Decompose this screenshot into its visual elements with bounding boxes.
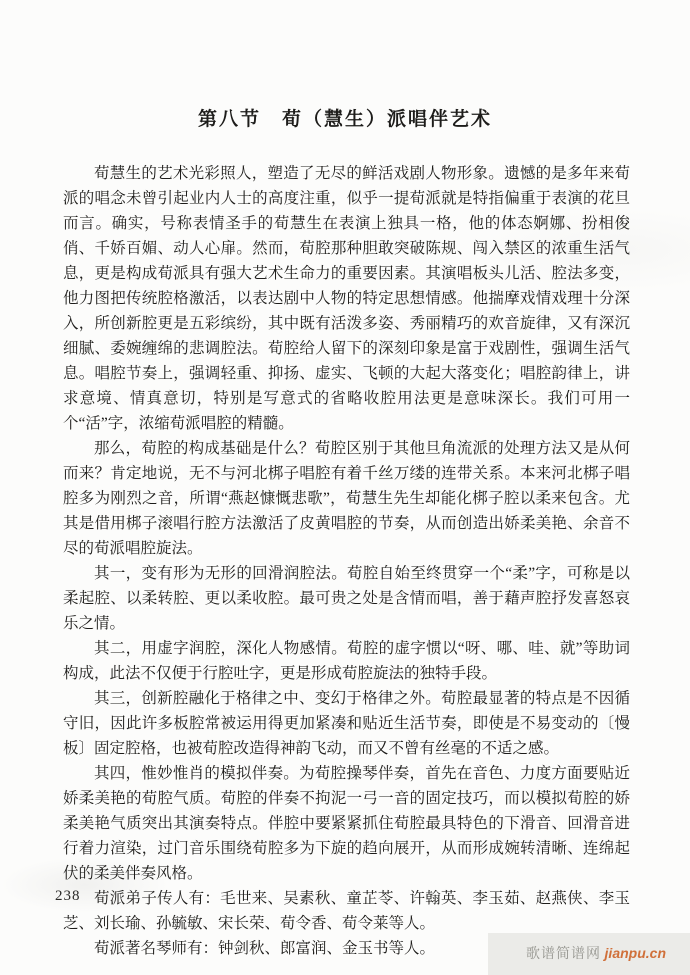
paragraph-foundation: 那么，荀腔的构成基础是什么？荀腔区别于其他旦角流派的处理方法又是从何而来？肯定地说，无不与河北梆子唱腔有着千丝万缕的连带关系。本来河北梆子唱腔多为刚烈之音，所谓“燕赵慷慨悲歌”，荀慧生先生却能化梆子腔以柔来包含。尤其是借用梆子滚唱行腔方法激活了皮黄唱腔的节奏，从而创造出娇柔美艳、余音不尽的荀派唱腔旋法。 — [63, 440, 630, 557]
paragraph-intro: 荀慧生的艺术光彩照人，塑造了无尽的鲜活戏剧人物形象。遗憾的是多年来荀派的唱念未曾引起业内人士的高度注重，似乎一提荀派就是特指偏重于表演的花旦而言。确实，号称表情圣手的荀慧生在表演上独具一格，他的体态婀娜、扮相俊俏、千娇百媚、动人心扉。然而，荀腔那种胆敢突破陈规、闯入禁区的浓重生活气息，更是构成荀派具有强大艺术生命力的重要因素。其演唱板头儿活、腔法多变，他力图把传统腔格激活，以表达剧中人物的特定思想情感。他揣摩戏情戏理十分深入，所创新腔更是五彩缤纷，其中既有活泼多姿、秀丽精巧的欢音旋律，又有深沉细腻、委婉缠绵的悲调腔法。荀腔给人留下的深刻印象是富于戏剧性，强调生活气息。唱腔节奏上，强调轻重、抑扬、虚实、飞顿的大起大落变化；唱腔韵律上，讲求意境、情真意切，特别是写意式的省略收腔用法更是意味深长。我们可用一个“活”字，浓缩荀派唱腔的精髓。 — [63, 165, 630, 432]
watermark — [526, 943, 666, 963]
paragraph-disciples: 荀派弟子传人有：毛世来、吴素秋、童芷苓、许翰英、李玉茹、赵燕侠、李玉芝、刘长瑜、孙毓敏、宋长荣、荀令香、荀令莱等人。 — [63, 890, 630, 932]
page-title: 第八节 荀（慧生）派唱伴艺术 — [197, 109, 492, 130]
watermark-site-url: jianpu.cn — [604, 945, 666, 961]
page-number: 238 — [55, 888, 81, 904]
paragraph-accompanists: 荀派著名琴师有：钟剑秋、郎富润、金玉书等人。 — [94, 940, 436, 957]
page-body — [63, 161, 630, 961]
paragraph-point-1: 其一，变有形为无形的回滑润腔法。荀腔自始至终贯穿一个“柔”字，可称是以柔起腔、以柔转腔、更以柔收腔。最可贵之处是含情而唱，善于藉声腔抒发喜怒哀乐之情。 — [63, 565, 630, 632]
paragraph-point-3: 其三，创新腔融化于格律之中、变幻于格律之外。荀腔最显著的特点是不因循守旧，因此许多板腔常被运用得更加紧凑和贴近生活节奏，即使是不易变动的〔慢板〕固定腔格，也被荀腔改造得神韵飞动，而又不曾有丝毫的不适之感。 — [63, 690, 630, 757]
paragraph-point-2: 其二，用虚字润腔，深化人物感情。荀腔的虚字惯以“呀、哪、哇、就”等助词构成，此法不仅便于行腔吐字，更是形成荀腔旋法的独特手段。 — [63, 640, 630, 682]
watermark-site-name: 歌谱简谱网 — [526, 947, 602, 962]
paragraph-point-4: 其四，惟妙惟肖的模拟伴奏。为荀腔操琴伴奏，首先在音色、力度方面要贴近娇柔美艳的荀腔气质。荀腔的伴奏不拘泥一弓一音的固定技巧，而以模拟荀腔的娇柔美艳气质突出其演奏特点。伴腔中要紧紧抓住荀腔最具特色的下滑音、回滑音进行着力渲染，过门音乐围绕荀腔多为下旋的趋向展开，从而形成婉转清晰、连绵起伏的柔美伴奏风格。 — [63, 765, 630, 882]
